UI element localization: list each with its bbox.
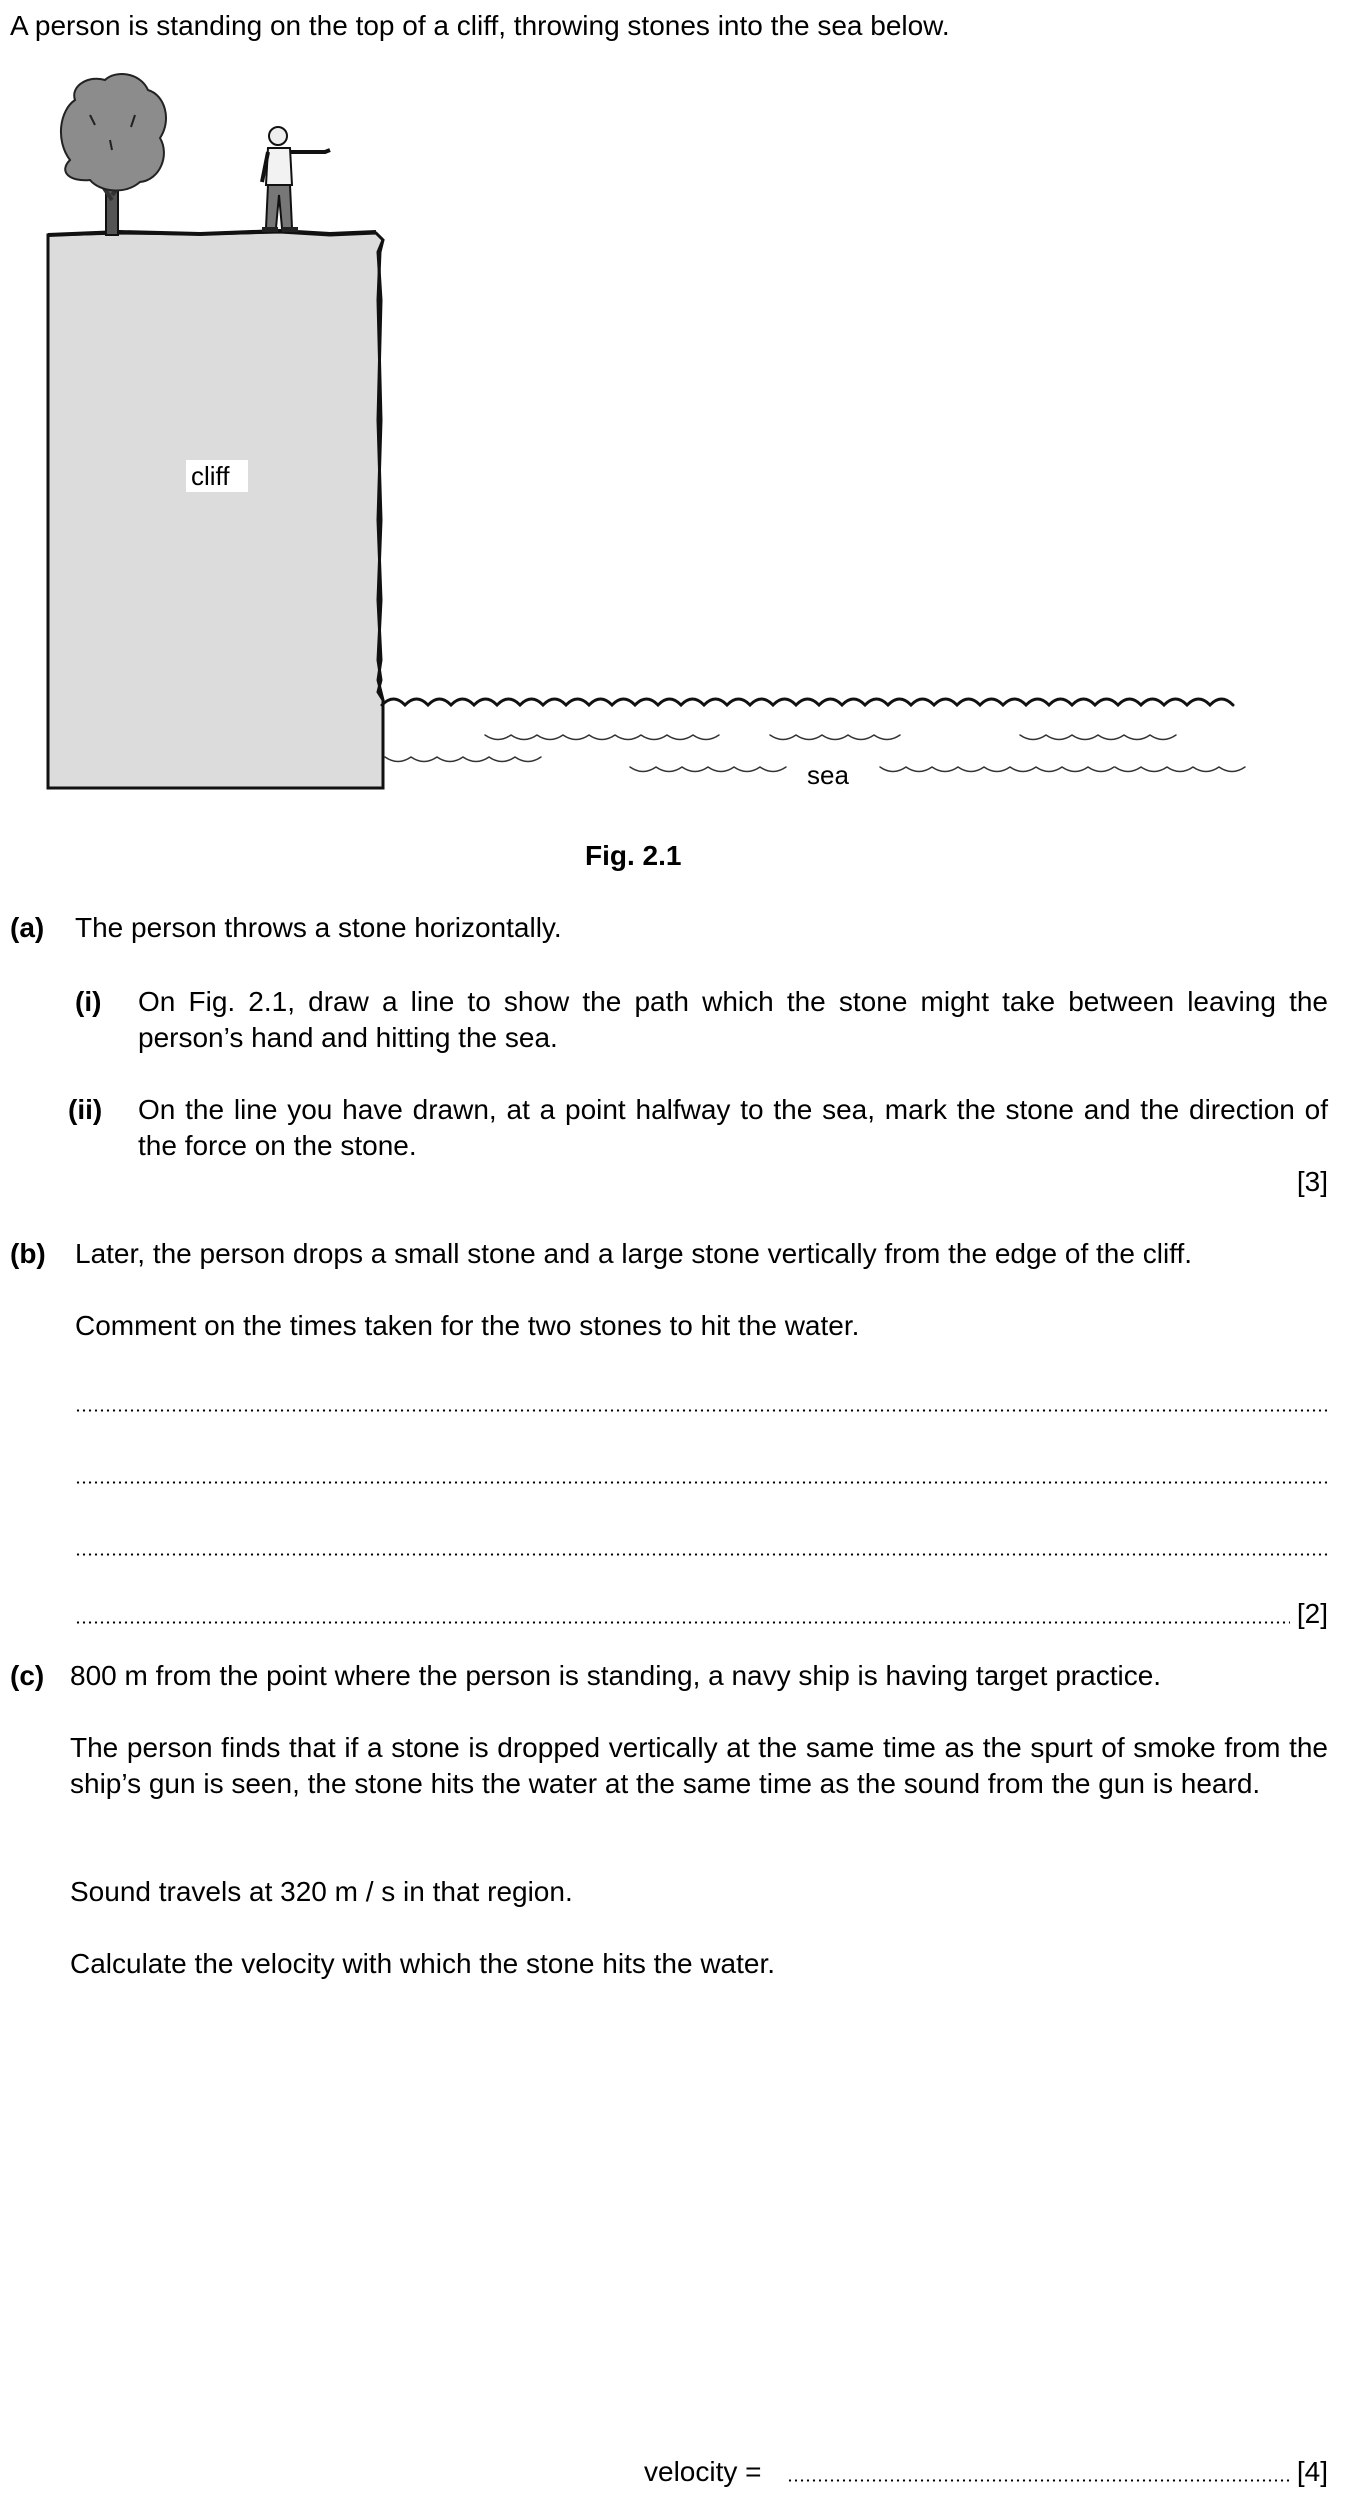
- velocity-label: velocity =: [644, 2456, 762, 2487]
- cliff-figure: [0, 60, 1346, 820]
- part-a-i-label: (i): [75, 986, 102, 1017]
- part-b-text: Later, the person drops a small stone and a large stone vertically from the edge of the cliff.: [75, 1238, 1193, 1269]
- figure-caption: Fig. 2.1: [585, 840, 682, 871]
- velocity-answer-line[interactable]: [787, 2454, 1328, 2490]
- part-c-p2: The person finds that if a stone is dropped vertically at the same time as the spurt of smoke from the ship’s gun is seen, the stone hits the water at the same time as the sound from the gun is heard.: [70, 1732, 1328, 1799]
- part-c-label: (c): [10, 1660, 45, 1691]
- cliff-shape: [48, 232, 383, 788]
- cliff-label: cliff: [191, 461, 230, 491]
- sea-waves: [382, 699, 1233, 705]
- part-a-label: (a): [10, 912, 45, 943]
- part-b-marks: [2]: [1297, 1596, 1328, 1632]
- part-c-text: 800 m from the point where the person is standing, a navy ship is having target practice.: [70, 1660, 1162, 1691]
- part-a-ii-label: (ii): [68, 1094, 103, 1125]
- part-a-i-text: On Fig. 2.1, draw a line to show the path which the stone might take between leaving the person’s hand and hitting the sea.: [138, 986, 1328, 1053]
- answer-line-b4[interactable]: [75, 1596, 1328, 1632]
- part-a-text: The person throws a stone horizontally.: [75, 912, 562, 943]
- answer-line-b2[interactable]: [75, 1456, 1328, 1492]
- sea-label: sea: [807, 760, 849, 790]
- part-a-ii-text: On the line you have drawn, at a point halfway to the sea, mark the stone and the direction of the force on the stone.: [138, 1094, 1328, 1161]
- answer-line-b3[interactable]: [75, 1528, 1328, 1564]
- intro-text: A person is standing on the top of a cliff, throwing stones into the sea below.: [10, 10, 950, 41]
- part-a-marks: [3]: [1296, 1166, 1328, 1197]
- part-c-p3: Sound travels at 320 m / s in that region.: [70, 1876, 573, 1907]
- part-b-prompt: Comment on the times taken for the two stones to hit the water.: [75, 1310, 860, 1341]
- part-b-label: (b): [10, 1238, 46, 1269]
- part-c-p4: Calculate the velocity with which the stone hits the water.: [70, 1948, 776, 1979]
- answer-line-b1[interactable]: [75, 1384, 1328, 1420]
- person-icon: [262, 127, 330, 232]
- tree-icon: [61, 74, 166, 235]
- part-c-marks: [4]: [1297, 2454, 1328, 2490]
